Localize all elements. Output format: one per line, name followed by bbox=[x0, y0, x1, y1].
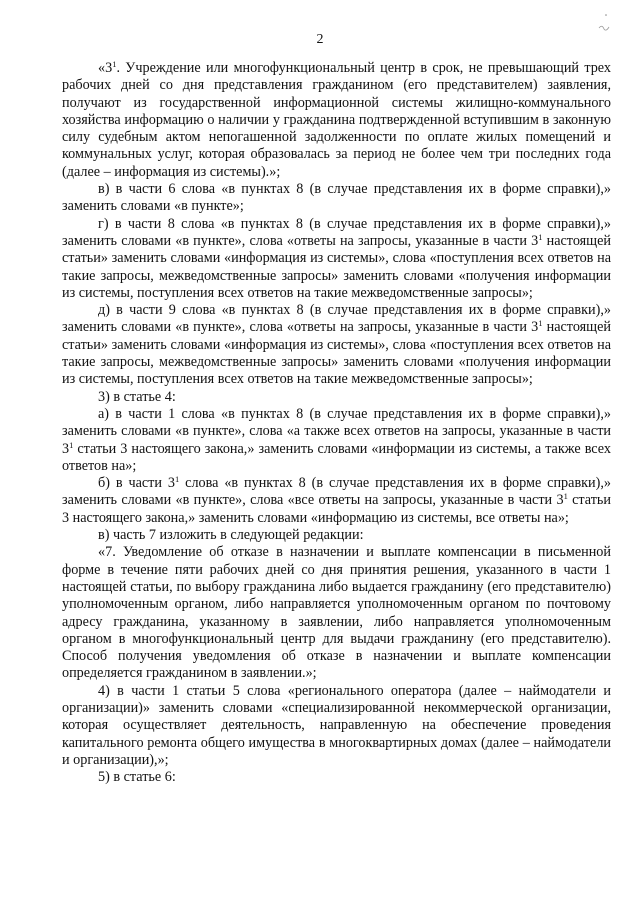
paragraph bbox=[62, 60, 611, 181]
paragraph-text: 3) в статье 4: bbox=[98, 388, 176, 405]
superscript: 1 bbox=[112, 59, 117, 69]
scan-mark-icon bbox=[596, 12, 612, 34]
page-number: 2 bbox=[316, 32, 324, 47]
paragraph bbox=[62, 389, 611, 406]
paragraph-text: «7. Уведомление об отказе в назначении и выплате компенсации в письменной форме в течение пяти рабочих дней со дня принятия решения, указанного в части 1 настоящей статьи, по выбору гражданина либо выдается гражданину (его представителю) уполномоченным органом, либо направляется уполномоченным органом по почтовому адресу гражданина, указанному в заявлении, либо направляется уполномоченным органом в многофункциональный центр для выдачи гражданину (его представителю). Способ получения уведомления об отказе в назначении и выплате компенсации определяется гражданином в заявлении.»; bbox=[62, 544, 611, 682]
paragraph bbox=[62, 544, 611, 682]
paragraph bbox=[62, 683, 611, 769]
paragraph-text: д) в части 9 слова «в пунктах 8 (в случае представления их в форме справки),» заменить словами «в пункте», слова «ответы на запросы, указанные в части 3 bbox=[62, 302, 611, 336]
document-body bbox=[62, 60, 611, 786]
paragraph-text: а) в части 1 слова «в пунктах 8 (в случае представления их в форме справки),» заменить словами «в пункте», слова «а также всех ответов на запросы, указанные в части 3 bbox=[62, 405, 611, 457]
paragraph-text: настоящей статьи» заменить словами «информация из системы», слова «поступления всех ответов на такие запросы, межведомственные запросы» заменить словами «получения информации из системы, поступления всех ответов на такие межведомственные запросы»; bbox=[62, 232, 611, 301]
paragraph-text: статьи 3 настоящего закона,» заменить словами «информацию из системы, все ответы на»; bbox=[62, 492, 611, 526]
paragraph-text: 5) в статье 6: bbox=[98, 769, 176, 786]
paragraph-text: . Учреждение или многофункциональный центр в срок, не превышающий трех рабочих дней со дня представления гражданином (его представителем) заявления, получают из государственной информационной системы жилищно-коммунального хозяйства информацию о наличии у гражданина подтвержденной вступившим в законную силу судебным актом непогашенной задолженности по оплате жилых помещений и коммунальных услуг, которая образовалась за период не более чем три последних года (далее – информация из системы).»; bbox=[62, 60, 611, 180]
paragraph bbox=[62, 769, 611, 786]
paragraph-text: статьи 3 настоящего закона,» заменить словами «информации из системы, а также всех ответов на»; bbox=[62, 440, 611, 474]
paragraph-text: слова «в пунктах 8 (в случае представления их в форме справки),» заменить словами «в пункте», слова «все ответы на запросы, указанные в части 3 bbox=[62, 475, 611, 509]
paragraph bbox=[62, 302, 611, 388]
paragraph-text: б) в части 3 bbox=[98, 475, 175, 492]
paragraph bbox=[62, 216, 611, 302]
paragraph-text: г) в части 8 слова «в пунктах 8 (в случае представления их в форме справки),» заменить словами «в пункте», слова «ответы на запросы, указанные в части 3 bbox=[62, 215, 611, 249]
superscript: 1 bbox=[563, 491, 568, 502]
paragraph bbox=[62, 406, 611, 475]
paragraph-text: в) часть 7 изложить в следующей редакции: bbox=[98, 527, 364, 544]
paragraph bbox=[62, 181, 611, 216]
paragraph-text: «3 bbox=[98, 60, 113, 76]
paragraph-text: настоящей статьи» заменить словами «информация из системы», слова «поступления всех ответов на такие запросы, межведомственные запросы» заменить словами «получения информации из системы, поступления всех ответов на такие межведомственные запросы»; bbox=[62, 319, 611, 388]
superscript: 1 bbox=[69, 439, 74, 450]
paragraph-text: в) в части 6 слова «в пунктах 8 (в случае представления их в форме справки),» заменить словами «в пункте»; bbox=[62, 181, 611, 215]
paragraph bbox=[62, 527, 611, 544]
paragraph-text: 4) в части 1 статьи 5 слова «регионального оператора (далее – наймодатели и организации)» заменить словами «специализированной некоммерческой организации, которая осуществляет деятельность, направленную на обеспечение проведения капитального ремонта общего имущества в многоквартирных домах (далее – наймодатели и организации),»; bbox=[62, 682, 611, 768]
paragraph bbox=[62, 475, 611, 527]
superscript: 1 bbox=[538, 231, 543, 242]
superscript: 1 bbox=[538, 318, 543, 329]
superscript: 1 bbox=[174, 474, 180, 485]
